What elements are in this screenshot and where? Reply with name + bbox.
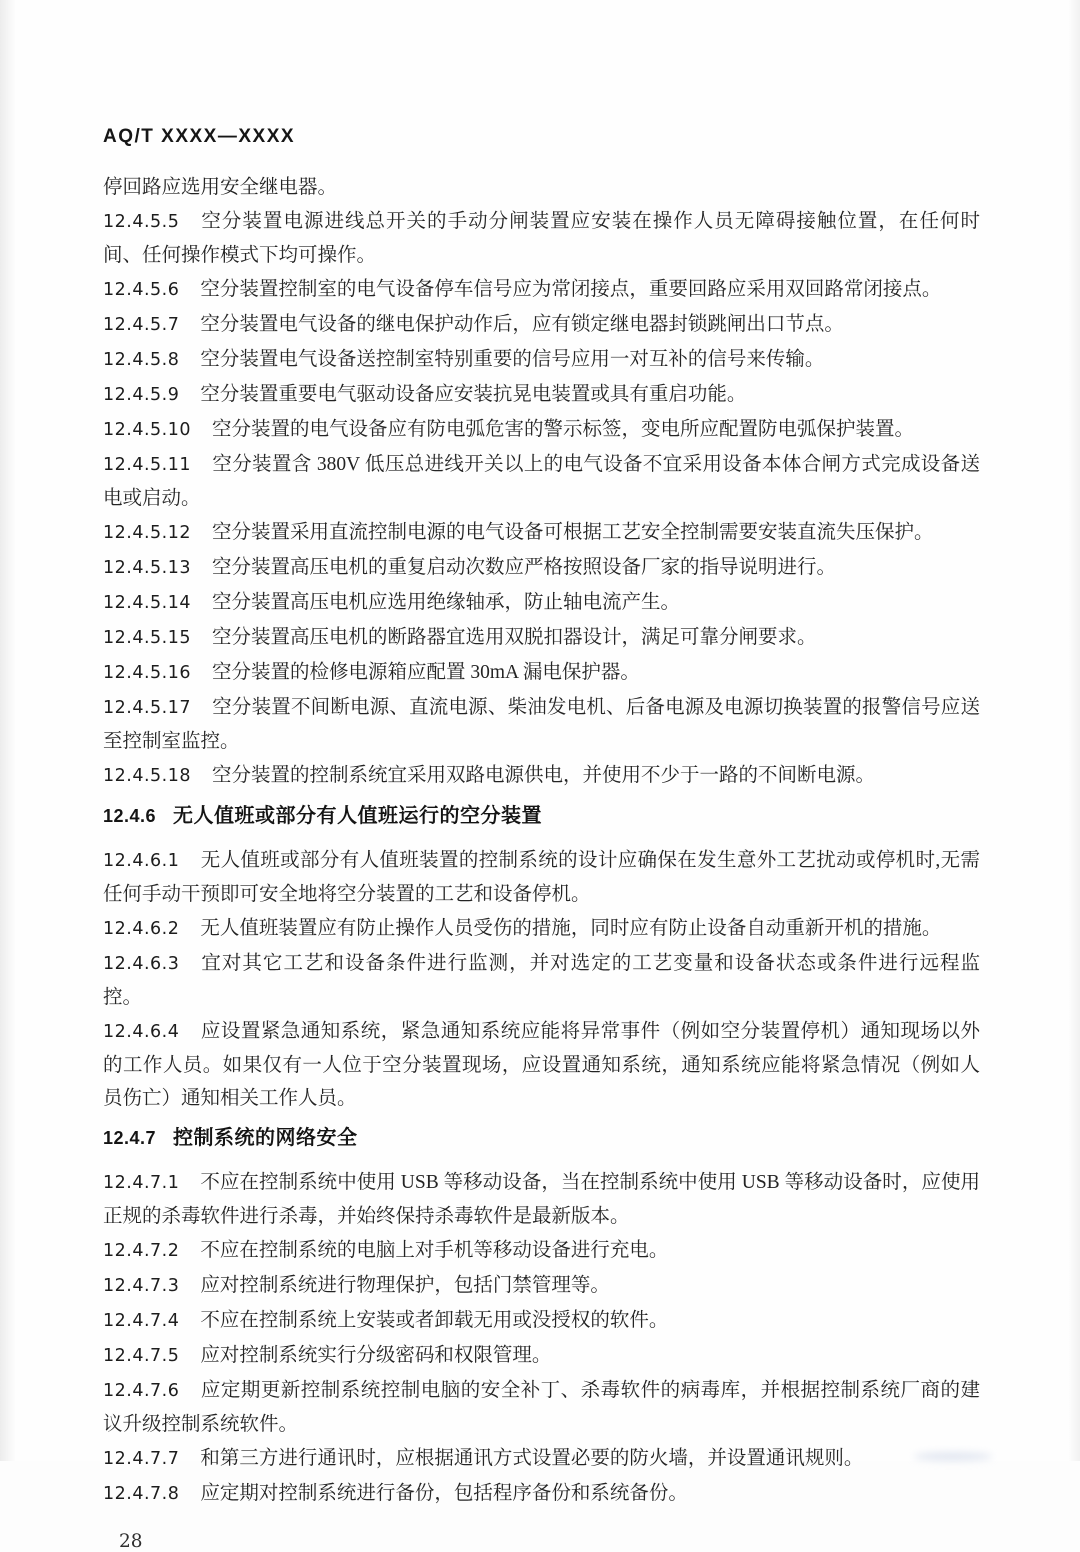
clause-paragraph bbox=[103, 205, 980, 272]
clause-number: 12.4.5.18 bbox=[103, 766, 191, 786]
clause-paragraph bbox=[103, 413, 980, 447]
clause-text: 无人值班装置应有防止操作人员受伤的措施，同时应有防止设备自动重新开机的措施。 bbox=[200, 918, 942, 939]
clause-number: 12.4.7.2 bbox=[103, 1241, 180, 1261]
clause-number: 12.4.6 bbox=[103, 806, 157, 826]
clause-paragraph bbox=[103, 448, 980, 515]
clause-text: 不应在控制系统中使用 USB 等移动设备，当在控制系统中使用 USB 等移动设备时，应使用正规的杀毒软件进行杀毒，并始终保持杀毒软件是最新版本。 bbox=[103, 1172, 980, 1227]
section-heading-title: 控制系统的网络安全 bbox=[173, 1127, 358, 1149]
section-heading bbox=[103, 1122, 980, 1155]
clause-number: 12.4.7.8 bbox=[103, 1484, 180, 1504]
clause-text: 空分装置电气设备的继电保护动作后，应有锁定继电器封锁跳闸出口节点。 bbox=[200, 314, 844, 335]
clause-text: 和第三方进行通讯时，应根据通讯方式设置必要的防火墙，并设置通讯规则。 bbox=[200, 1448, 864, 1469]
clause-text: 应定期对控制系统进行备份，包括程序备份和系统备份。 bbox=[200, 1483, 688, 1504]
clause-paragraph bbox=[103, 912, 980, 946]
clause-number: 12.4.6.3 bbox=[103, 954, 180, 974]
clause-text: 空分装置的电气设备应有防电弧危害的警示标签，变电所应配置防电弧保护装置。 bbox=[212, 419, 915, 440]
clause-paragraph bbox=[103, 1234, 980, 1268]
clause-number: 12.4.5.14 bbox=[103, 593, 191, 613]
clause-text: 无人值班或部分有人值班装置的控制系统的设计应确保在发生意外工艺扰动或停机时,无需任何手动干预即可安全地将空分装置的工艺和设备停机。 bbox=[103, 850, 980, 905]
clause-text: 空分装置电源进线总开关的手动分闸装置应安装在操作人员无障碍接触位置，在任何时间、任何操作模式下均可操作。 bbox=[103, 211, 980, 266]
clause-text: 停回路应选用安全继电器。 bbox=[103, 177, 338, 198]
clause-number: 12.4.7.3 bbox=[103, 1276, 180, 1296]
page-edge-shadow-right bbox=[1068, 0, 1080, 1461]
running-header-standard-number: AQ/T XXXX—XXXX bbox=[103, 126, 296, 147]
clause-paragraph bbox=[103, 586, 980, 620]
clause-number: 12.4.5.7 bbox=[103, 315, 180, 335]
clause-number: 12.4.7.5 bbox=[103, 1346, 180, 1366]
clause-text: 空分装置含 380V 低压总进线开关以上的电气设备不宜采用设备本体合闸方式完成设备送电或启动。 bbox=[103, 454, 980, 509]
clause-text: 空分装置高压电机应选用绝缘轴承，防止轴电流产生。 bbox=[212, 592, 681, 613]
clause-number: 12.4.5.9 bbox=[103, 385, 180, 405]
clause-number: 12.4.5.6 bbox=[103, 280, 180, 300]
clause-number: 12.4.5.17 bbox=[103, 698, 191, 718]
clause-text: 宜对其它工艺和设备条件进行监测，并对选定的工艺变量和设备状态或条件进行远程监控。 bbox=[103, 953, 980, 1008]
clause-paragraph bbox=[103, 1015, 980, 1115]
clause-number: 12.4.5.13 bbox=[103, 558, 191, 578]
document-body bbox=[103, 171, 980, 1511]
clause-number: 12.4.5.8 bbox=[103, 350, 180, 370]
clause-number: 12.4.5.5 bbox=[103, 212, 180, 232]
clause-number: 12.4.5.11 bbox=[103, 455, 191, 475]
clause-paragraph bbox=[103, 1269, 980, 1303]
scan-smudge-artifact bbox=[914, 1452, 992, 1461]
clause-number: 12.4.6.2 bbox=[103, 919, 180, 939]
clause-paragraph bbox=[103, 1166, 980, 1233]
clause-text: 空分装置重要电气驱动设备应安装抗晃电装置或具有重启功能。 bbox=[200, 384, 747, 405]
clause-paragraph bbox=[103, 1304, 980, 1338]
clause-text: 空分装置控制室的电气设备停车信号应为常闭接点，重要回路应采用双回路常闭接点。 bbox=[200, 279, 942, 300]
continuation-paragraph bbox=[103, 171, 980, 204]
clause-paragraph bbox=[103, 378, 980, 412]
clause-text: 应对控制系统进行物理保护，包括门禁管理等。 bbox=[200, 1275, 610, 1296]
clause-paragraph bbox=[103, 343, 980, 377]
clause-number: 12.4.5.12 bbox=[103, 523, 191, 543]
clause-number: 12.4.5.15 bbox=[103, 628, 191, 648]
clause-paragraph bbox=[103, 621, 980, 655]
clause-paragraph bbox=[103, 1477, 980, 1511]
clause-paragraph bbox=[103, 844, 980, 911]
clause-text: 空分装置采用直流控制电源的电气设备可根据工艺安全控制需要安装直流失压保护。 bbox=[212, 522, 934, 543]
clause-number: 12.4.7.4 bbox=[103, 1311, 180, 1331]
clause-text: 应设置紧急通知系统，紧急通知系统应能将异常事件（例如空分装置停机）通知现场以外的工作人员。如果仅有一人位于空分装置现场，应设置通知系统，通知系统应能将紧急情况（例如人员伤亡）通知相关工作人员。 bbox=[103, 1021, 980, 1109]
clause-paragraph bbox=[103, 947, 980, 1014]
clause-text: 空分装置的检修电源箱应配置 30mA 漏电保护器。 bbox=[212, 662, 640, 683]
clause-number: 12.4.5.16 bbox=[103, 663, 191, 683]
clause-number: 12.4.5.10 bbox=[103, 420, 191, 440]
clause-paragraph bbox=[103, 691, 980, 758]
clause-text: 应对控制系统实行分级密码和权限管理。 bbox=[200, 1345, 552, 1366]
clause-text: 应定期更新控制系统控制电脑的安全补丁、杀毒软件的病毒库，并根据控制系统厂商的建议升级控制系统软件。 bbox=[103, 1380, 980, 1435]
clause-number: 12.4.7.1 bbox=[103, 1173, 180, 1193]
clause-text: 空分装置高压电机的重复启动次数应严格按照设备厂家的指导说明进行。 bbox=[212, 557, 837, 578]
clause-paragraph bbox=[103, 308, 980, 342]
clause-paragraph bbox=[103, 759, 980, 793]
clause-text: 空分装置高压电机的断路器宜选用双脱扣器设计，满足可靠分闸要求。 bbox=[212, 627, 817, 648]
clause-text: 空分装置的控制系统宜采用双路电源供电，并使用不少于一路的不间断电源。 bbox=[212, 765, 876, 786]
clause-paragraph bbox=[103, 1442, 980, 1476]
section-heading-title: 无人值班或部分有人值班运行的空分装置 bbox=[173, 805, 543, 827]
clause-number: 12.4.7.7 bbox=[103, 1449, 180, 1469]
clause-number: 12.4.7 bbox=[103, 1128, 157, 1148]
clause-text: 空分装置电气设备送控制室特别重要的信号应用一对互补的信号来传输。 bbox=[200, 349, 825, 370]
page-number: 28 bbox=[119, 1531, 143, 1552]
clause-paragraph bbox=[103, 1374, 980, 1441]
clause-number: 12.4.6.1 bbox=[103, 851, 180, 871]
clause-paragraph bbox=[103, 273, 980, 307]
clause-text: 不应在控制系统的电脑上对手机等移动设备进行充电。 bbox=[200, 1240, 669, 1261]
clause-paragraph bbox=[103, 656, 980, 690]
page-edge-shadow-left bbox=[0, 0, 16, 1461]
clause-text: 空分装置不间断电源、直流电源、柴油发电机、后备电源及电源切换装置的报警信号应送至控制室监控。 bbox=[103, 697, 980, 752]
clause-text: 不应在控制系统上安装或者卸载无用或没授权的软件。 bbox=[200, 1310, 669, 1331]
clause-paragraph bbox=[103, 1339, 980, 1373]
clause-paragraph bbox=[103, 551, 980, 585]
clause-number: 12.4.7.6 bbox=[103, 1381, 180, 1401]
section-heading bbox=[103, 800, 980, 833]
clause-number: 12.4.6.4 bbox=[103, 1022, 180, 1042]
clause-paragraph bbox=[103, 516, 980, 550]
